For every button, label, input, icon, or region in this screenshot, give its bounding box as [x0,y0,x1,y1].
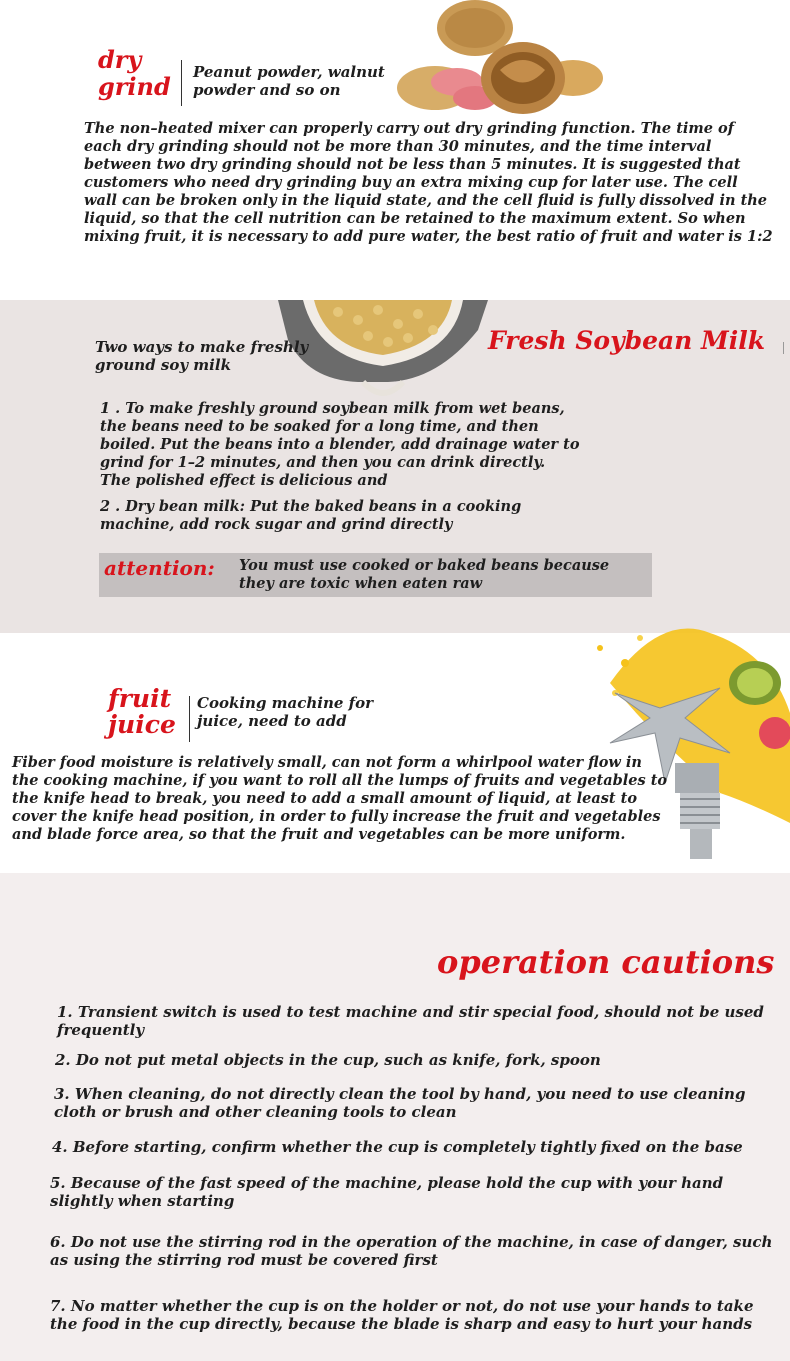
dry-grind-subtitle: Peanut powder, walnut powder and so on [193,63,385,99]
fruit-juice-title-line1: fruit [108,684,172,713]
dry-grind-title-line2: grind [98,72,171,101]
operation-cautions-title: operation cautions [437,943,775,981]
attention-box [99,553,652,597]
caution-item: 6. Do not use the stirring rod in the operation of the machine, in case of danger, such as using the stirring rod must be covered first [50,1233,773,1269]
fruit-juice-subtitle: Cooking machine for juice, need to add [197,694,374,730]
dry-grind-title [98,46,171,100]
soybean-section [0,300,790,633]
caution-item: 2. Do not put metal objects in the cup, such as knife, fork, spoon [55,1051,601,1069]
attention-label: attention: [104,556,215,580]
soybean-paragraph-1: 1 . To make freshly ground soybean milk from wet beans, the beans need to be soaked for a long time, and then boiled. Put the beans into a blender, add drainage water to grind for 1–2 minutes, and then you can drink directly. The polished effect is delicious and [100,400,580,489]
dry-grind-title-line1: dry [98,45,142,74]
fruit-juice-section [0,633,790,873]
divider [189,696,190,742]
soybean-paragraph-2: 2 . Dry bean milk: Put the baked beans in a cooking machine, add rock sugar and grind directly [100,498,522,533]
caution-item: 4. Before starting, confirm whether the cup is completely tightly fixed on the base [52,1138,743,1156]
operation-cautions-section [0,873,790,1361]
attention-text: You must use cooked or baked beans because they are toxic when eaten raw [239,557,610,592]
divider [783,342,784,354]
dry-grind-body: The non–heated mixer can properly carry out dry grinding function. The time of each dry grinding should not be more than 30 minutes, and the time interval between two dry grinding should not be less than 5 minutes. It is suggested that customers who need dry grinding buy an extra mixing cup for later use. The cell wall can be broken only in the liquid state, and the cell fluid is fully dissolved in the liquid, so that the cell nutrition can be retained to the maximum extent. So when mixing fruit, it is necessary to add pure water, the best ratio of fruit and water is 1:2 [84,120,773,245]
fruit-juice-title [108,686,176,738]
divider [181,60,182,106]
caution-item: 3. When cleaning, do not directly clean the tool by hand, you need to use cleaning cloth or brush and other cleaning tools to clean [54,1085,746,1121]
soybean-title: Fresh Soybean Milk [488,326,766,355]
soybean-subtitle: Two ways to make freshly ground soy milk [95,338,309,374]
peanuts-walnuts-image [395,0,635,118]
fruit-juice-body: Fiber food moisture is relatively small, can not form a whirlpool water flow in the cooking machine, if you want to roll all the lumps of fruits and vegetables to the knife head to break, you need to add a small amount of liquid, at least to cover the knife head position, in order to fully increase the fruit and vegetables and blade force area, so that the fruit and vegetables can be more uniform. [12,754,668,843]
caution-item: 1. Transient switch is used to test machine and stir special food, should not be used frequently [57,1003,764,1039]
dry-grind-section [0,0,790,300]
caution-item: 5. Because of the fast speed of the machine, please hold the cup with your hand slightly when starting [50,1174,724,1210]
caution-item: 7. No matter whether the cup is on the holder or not, do not use your hands to take the food in the cup directly, because the blade is sharp and easy to hurt your hands [50,1297,754,1333]
fruit-juice-title-line2: juice [108,710,176,739]
